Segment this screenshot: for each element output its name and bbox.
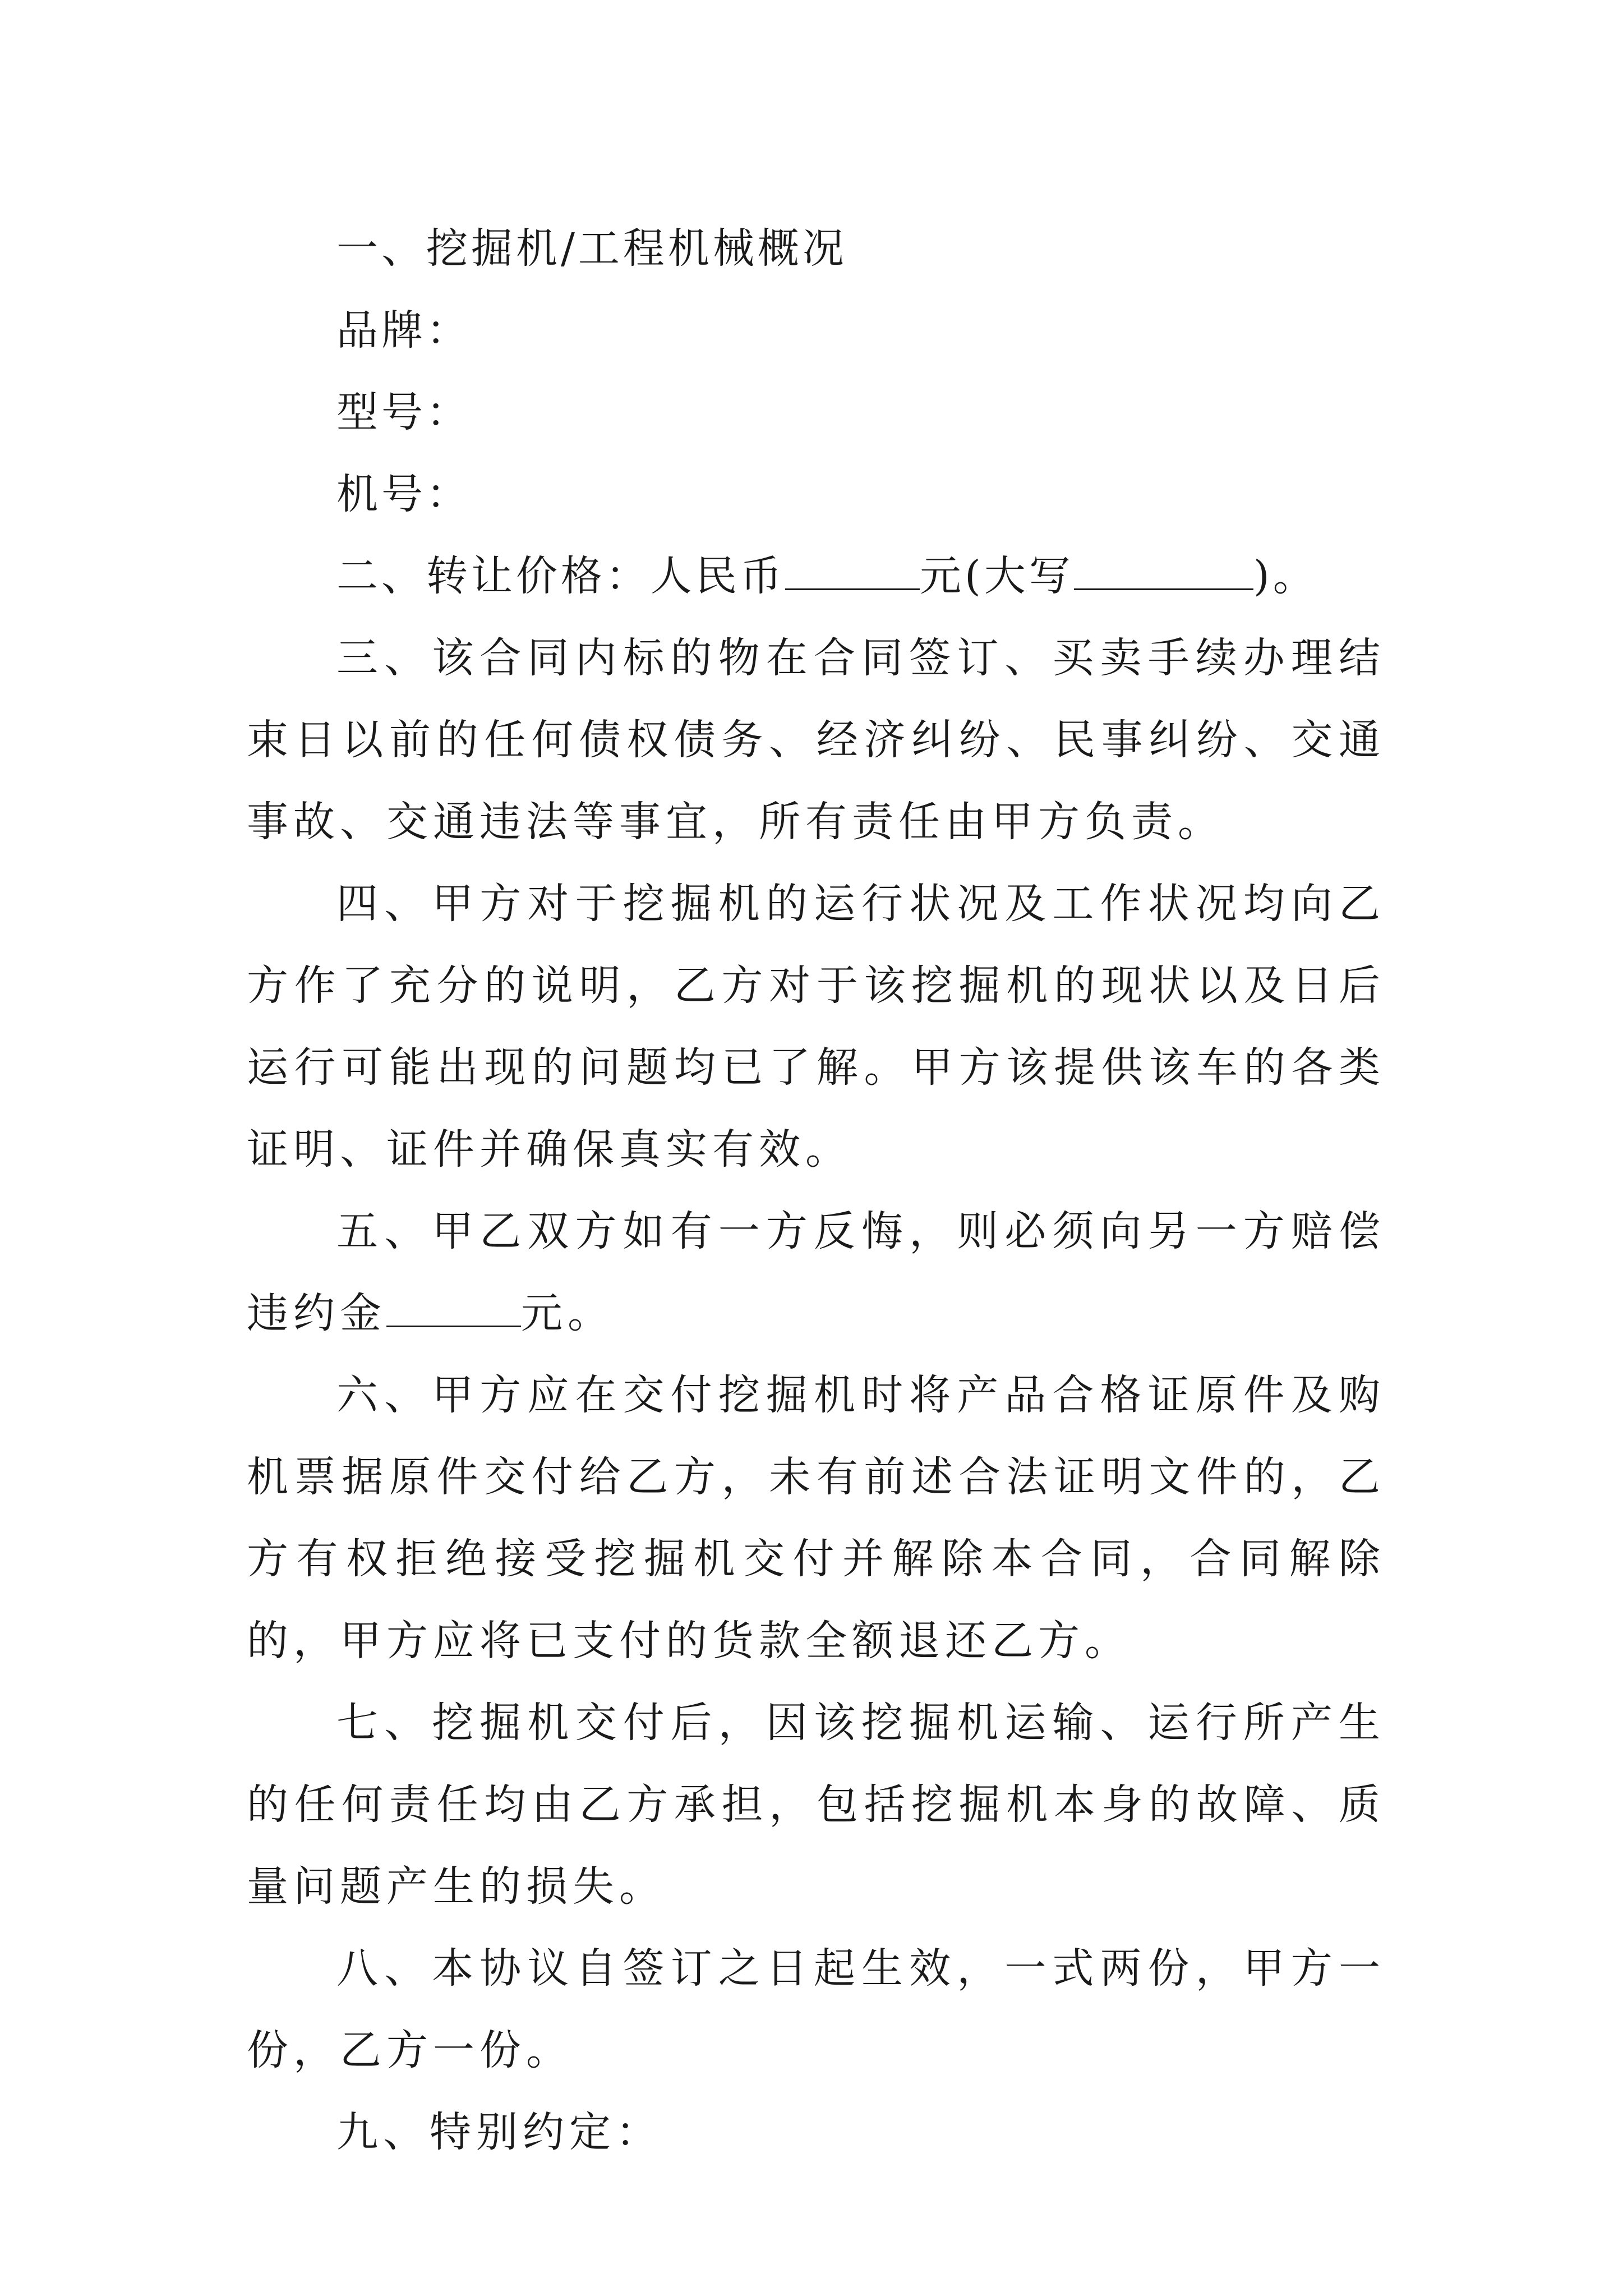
- clause-7-post-delivery: 七、挖掘机交付后，因该挖掘机运输、运行所产生的任何责任均由乙方承担，包括挖掘机本身的故障、质量问题产生的损失。: [247, 1699, 1385, 1911]
- document-body: [247, 208, 1385, 2173]
- machine-number-field-label: 机号：: [336, 470, 471, 518]
- price-unit-text: 元(大写: [920, 552, 1074, 600]
- clause-5-penalty: [247, 1190, 1385, 1354]
- penalty-unit-text: 元。: [521, 1289, 614, 1337]
- price-amount-blank: [785, 556, 920, 590]
- transfer-price-clause: [247, 535, 1385, 617]
- clause-4-condition: 四、甲方对于挖掘机的运行状况及工作状况均向乙方作了充分的说明，乙方对于该挖掘机的现状以及日后运行可能出现的问题均已了解。甲方该提供该车的各类证明、证件并确保真实有效。: [247, 880, 1385, 1174]
- clause-8-effective: 八、本协议自签订之日起生效，一式两份，甲方一份，乙方一份。: [247, 1944, 1385, 2074]
- brand-field-label: 品牌：: [336, 306, 471, 355]
- price-prefix-text: 二、转让价格：人民币: [336, 552, 785, 600]
- clause-9-special-terms: 九、特别约定：: [336, 2108, 662, 2156]
- price-uppercase-blank: [1074, 556, 1253, 590]
- clause-6-documents: 六、甲方应在交付挖掘机时将产品合格证原件及购机票据原件交付给乙方，未有前述合法证明文件的，乙方有权拒绝接受挖掘机交付并解除本合同，合同解除的，甲方应将已支付的货款全额退还乙方。: [247, 1371, 1385, 1665]
- penalty-amount-blank: [386, 1293, 521, 1327]
- penalty-text: 五、甲乙双方如有一方反悔，则必须向另一方赔偿违约金: [247, 1207, 1385, 1337]
- price-suffix-text: )。: [1253, 552, 1318, 600]
- section-heading-machine-overview: 一、挖掘机/工程机械概况: [336, 224, 847, 273]
- model-field-label: 型号：: [336, 388, 471, 436]
- clause-3-liability: 三、该合同内标的物在合同签订、买卖手续办理结束日以前的任何债权债务、经济纠纷、民事纠纷、交通事故、交通违法等事宜，所有责任由甲方负责。: [247, 634, 1385, 846]
